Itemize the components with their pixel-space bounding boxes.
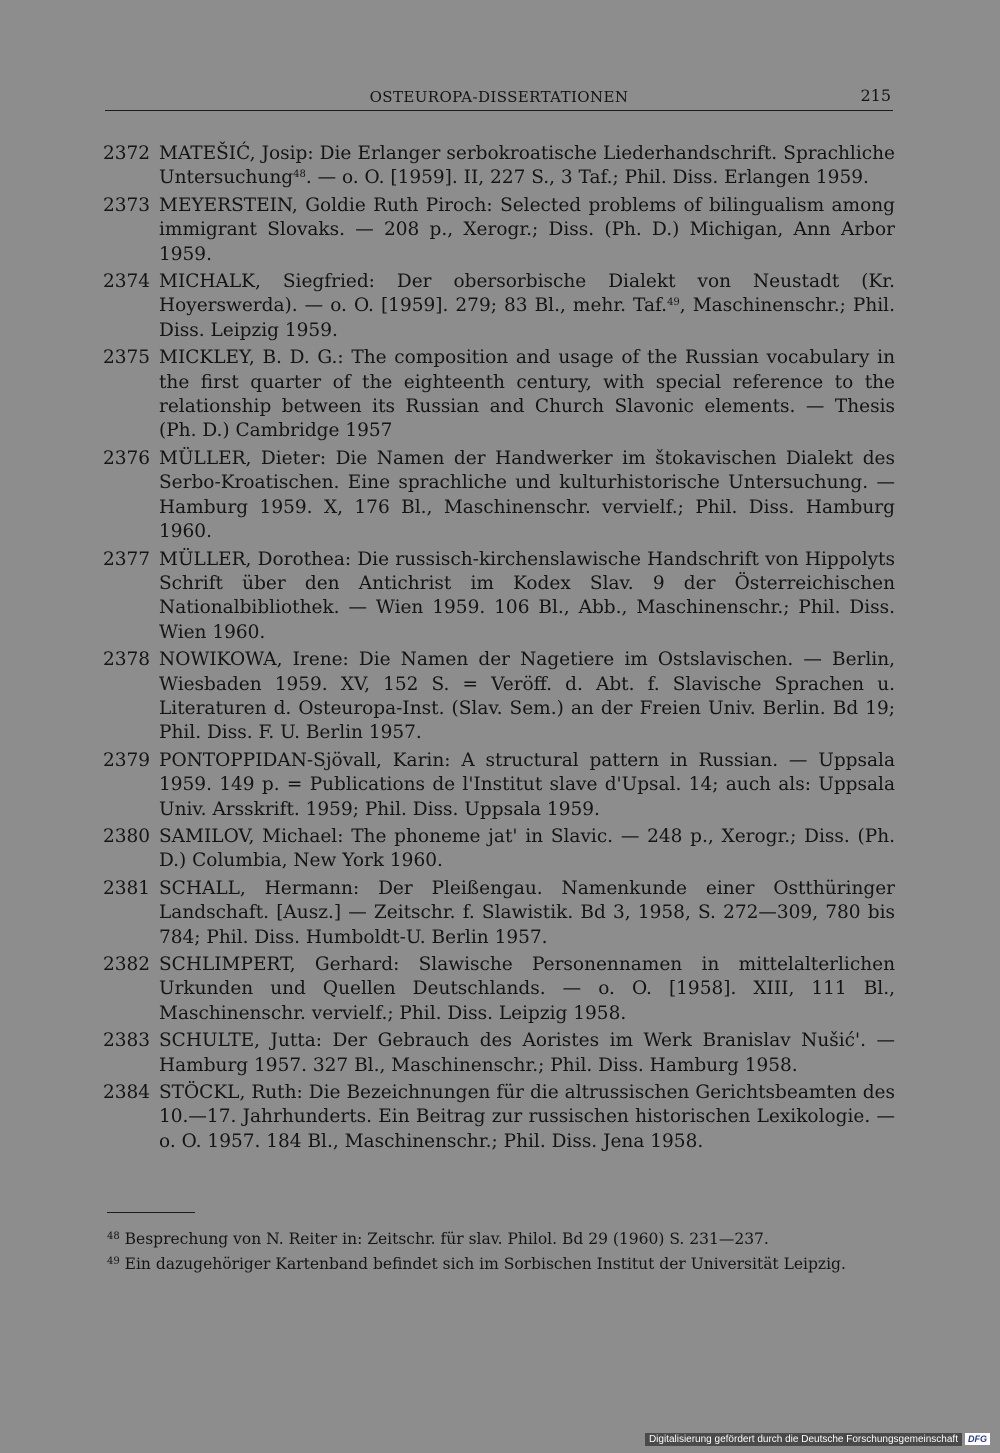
bibliography-entry-2383 (103, 1029, 895, 1078)
entry-number: 2379 (103, 749, 151, 771)
bibliography-entry-2380 (103, 825, 895, 874)
entry-number: 2384 (103, 1082, 151, 1104)
entry-text-part: MATEŠIĆ, Josip: Die Erlanger serbokroatische Liederhandschrift. Sprachliche Untersuchung (159, 143, 895, 189)
entry-text: MÜLLER, Dorothea: Die russisch-kirchenslawische Handschrift von Hippolyts Schrift über den Antichrist im Kodex Slav. 9 der Österreichischen Nationalbibliothek. — Wien 1959. 106 Bl., Abb., Maschinenschr.; Phil. Diss. Wien 1960. (159, 548, 895, 643)
entry-number: 2377 (103, 548, 151, 570)
bibliography-entry-2375 (103, 346, 895, 444)
footnote-mark: 48 (107, 1231, 120, 1242)
entry-number: 2373 (103, 194, 151, 216)
entry-number: 2383 (103, 1030, 151, 1052)
footnote-reference: 49 (667, 297, 680, 309)
entry-number: 2372 (103, 143, 151, 164)
entry-text: MICKLEY, B. D. G.: The composition and usage of the Russian vocabulary in the first quarter of the eighteenth century, with special reference to the relationship between its Russian and Church Slavonic elements. — Thesis (Ph. D.) Cambridge 1957 (159, 347, 895, 442)
bibliography-entry-2384 (103, 1081, 895, 1154)
entry-text: PONTOPPIDAN-Sjövall, Karin: A structural pattern in Russian. — Uppsala 1959. 149 p. = Publications de l'Institut slave d'Upsal. 14; auch als: Uppsala Univ. Arsskrift. 1959; Phil. Diss. Uppsala 1959. (159, 749, 895, 820)
entry-number: 2378 (103, 649, 151, 671)
footnote-49 (107, 1251, 895, 1275)
entry-text: SCHLIMPERT, Gerhard: Slawische Personennamen in mittelalterlichen Urkunden und Quellen Deutschlands. — o. O. [1958]. XIII, 111 Bl., Maschinenschr. vervielf.; Phil. Diss. Leipzig 1958. (159, 954, 895, 1024)
entry-number: 2381 (103, 877, 151, 899)
entry-number: 2382 (103, 954, 151, 975)
page-header (105, 86, 893, 111)
digitization-footer (645, 1431, 990, 1447)
footnotes (107, 1226, 895, 1276)
entry-text (159, 270, 895, 343)
entry-text: NOWIKOWA, Irene: Die Namen der Nagetiere im Ostslavischen. — Berlin, Wiesbaden 1959. XV, 152 S. = Veröff. d. Abt. f. Slavische Sprachen u. Literaturen d. Osteuropa-Inst. (Slav. Sem.) an der Freien Univ. Berlin. Bd 19; Phil. Diss. F. U. Berlin 1957. (159, 649, 895, 744)
entry-text-part: , Maschinenschr.; Phil. Diss. Leipzig 1959. (159, 295, 895, 341)
entry-text (159, 142, 895, 191)
entry-number: 2375 (103, 347, 151, 369)
footnote-mark: 49 (107, 1256, 120, 1267)
entry-text: SCHALL, Hermann: Der Pleißengau. Namenkunde einer Ostthüringer Landschaft. [Ausz.] — Zeitschr. f. Slawistik. Bd 3, 1958, S. 272—309, 780 bis 784; Phil. Diss. Humboldt-U. Berlin 1957. (159, 877, 895, 948)
bibliography-entry-2378 (103, 648, 895, 746)
footnote-48 (107, 1226, 895, 1250)
bibliography-entry-2372 (103, 142, 895, 191)
page-number: 215 (860, 86, 891, 105)
footnote-reference: 48 (293, 169, 306, 181)
bibliography-list (103, 142, 895, 1157)
bibliography-entry-2382 (103, 953, 895, 1026)
footnote-divider (107, 1212, 195, 1213)
entry-number: 2374 (103, 271, 151, 293)
running-head: OSTEUROPA-DISSERTATIONEN (369, 88, 629, 106)
dfg-logo: DFG (965, 1433, 990, 1445)
bibliography-entry-2373 (103, 194, 895, 267)
footnote-text: Ein dazugehöriger Kartenband befindet sich im Sorbischen Institut der Universität Leipzig. (119, 1255, 846, 1273)
bibliography-entry-2376 (103, 447, 895, 545)
entry-text: STÖCKL, Ruth: Die Bezeichnungen für die altrussischen Gerichtsbeamten des 10.—17. Jahrhunderts. Ein Beitrag zur russischen historischen Lexikologie. — o. O. 1957. 184 Bl., Maschinenschr.; Phil. Diss. Jena 1958. (159, 1082, 895, 1152)
entry-text: MEYERSTEIN, Goldie Ruth Piroch: Selected problems of bilingualism among immigrant Slovaks. — 208 p., Xerogr.; Diss. (Ph. D.) Michigan, Ann Arbor 1959. (159, 194, 895, 265)
digitization-note: Digitalisierung gefördert durch die Deutsche Forschungsgemeinschaft (645, 1433, 962, 1446)
bibliography-entry-2381 (103, 877, 895, 950)
footnote-text: Besprechung von N. Reiter in: Zeitschr. für slav. Philol. Bd 29 (1960) S. 231—237. (119, 1230, 769, 1248)
entry-text: SCHULTE, Jutta: Der Gebrauch des Aoristes im Werk Branislav Nušić'. — Hamburg 1957. 327 Bl., Maschinenschr.; Phil. Diss. Hamburg 1958. (159, 1030, 895, 1076)
entry-number: 2380 (103, 825, 151, 847)
bibliography-entry-2374 (103, 270, 895, 343)
entry-number: 2376 (103, 447, 151, 469)
entry-text: MÜLLER, Dieter: Die Namen der Handwerker im štokavischen Dialekt des Serbo-Kroatischen. Eine sprachliche und kulturhistorische Untersuchung. — Hamburg 1959. X, 176 Bl., Maschinenschr. vervielf.; Phil. Diss. Hamburg 1960. (159, 447, 895, 543)
entry-text: SAMILOV, Michael: The phoneme jat' in Slavic. — 248 p., Xerogr.; Diss. (Ph. D.) Columbia, New York 1960. (159, 825, 895, 872)
bibliography-entry-2379 (103, 749, 895, 822)
bibliography-entry-2377 (103, 548, 895, 646)
entry-text-part: MICHALK, Siegfried: Der obersorbische Dialekt von Neustadt (Kr. Hoyerswerda). — o. O. [1959]. 279; 83 Bl., mehr. Taf. (159, 271, 895, 317)
entry-text-part: . — o. O. [1959]. II, 227 S., 3 Taf.; Phil. Diss. Erlangen 1959. (305, 167, 869, 189)
